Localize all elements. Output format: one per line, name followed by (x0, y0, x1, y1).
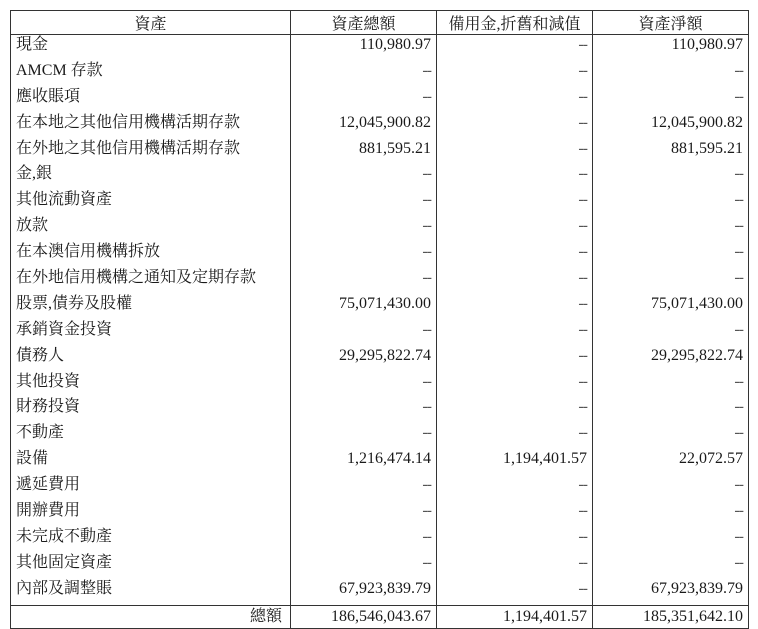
table-body (11, 35, 749, 606)
cell-reserve: -- (437, 35, 593, 61)
row-label: 放款 (11, 216, 291, 242)
cell-net-assets: -- (593, 61, 749, 87)
header-assets: 資產 (11, 11, 291, 35)
row-label: 開辦費用 (11, 501, 291, 527)
total-label: 總額 (11, 605, 291, 628)
cell-total-assets: 110,980.97 (291, 35, 437, 61)
cell-reserve: -- (437, 190, 593, 216)
row-label: AMCM 存款 (11, 61, 291, 87)
row-label: 應收賬項 (11, 87, 291, 113)
table-row (11, 579, 749, 605)
cell-net-assets: -- (593, 553, 749, 579)
cell-reserve: -- (437, 475, 593, 501)
total-reserve-sum: 1,194,401.57 (437, 605, 593, 628)
cell-total-assets: -- (291, 527, 437, 553)
row-label: 財務投資 (11, 397, 291, 423)
cell-reserve: -- (437, 113, 593, 139)
table-row (11, 475, 749, 501)
cell-net-assets: -- (593, 268, 749, 294)
cell-net-assets: 110,980.97 (593, 35, 749, 61)
table-row (11, 527, 749, 553)
cell-reserve: -- (437, 164, 593, 190)
cell-total-assets: -- (291, 475, 437, 501)
cell-total-assets: -- (291, 372, 437, 398)
header-row (11, 11, 749, 35)
table-row (11, 190, 749, 216)
cell-net-assets: -- (593, 475, 749, 501)
cell-total-assets: -- (291, 61, 437, 87)
table-row (11, 242, 749, 268)
table-row (11, 449, 749, 475)
table-row (11, 268, 749, 294)
row-label: 內部及調整賬 (11, 579, 291, 605)
table-footer (11, 605, 749, 628)
cell-reserve: -- (437, 216, 593, 242)
row-label: 債務人 (11, 346, 291, 372)
cell-net-assets: -- (593, 423, 749, 449)
row-label: 金,銀 (11, 164, 291, 190)
cell-reserve: -- (437, 242, 593, 268)
row-label: 在本澳信用機構拆放 (11, 242, 291, 268)
row-label: 股票,債券及股權 (11, 294, 291, 320)
table-row (11, 501, 749, 527)
row-label: 其他固定資產 (11, 553, 291, 579)
cell-net-assets: 12,045,900.82 (593, 113, 749, 139)
cell-reserve: -- (437, 553, 593, 579)
table-row (11, 35, 749, 61)
row-label: 其他流動資產 (11, 190, 291, 216)
table-row (11, 139, 749, 165)
cell-total-assets: -- (291, 501, 437, 527)
cell-net-assets: -- (593, 87, 749, 113)
row-label: 未完成不動產 (11, 527, 291, 553)
table-row (11, 87, 749, 113)
header-total-assets: 資產總額 (291, 11, 437, 35)
row-label: 在外地之其他信用機構活期存款 (11, 139, 291, 165)
table-row (11, 397, 749, 423)
cell-total-assets: -- (291, 553, 437, 579)
table-row (11, 346, 749, 372)
cell-reserve: -- (437, 87, 593, 113)
table-row (11, 320, 749, 346)
cell-net-assets: -- (593, 397, 749, 423)
header-reserve-depreciation: 備用金,折舊和減值 (437, 11, 593, 35)
cell-reserve: -- (437, 320, 593, 346)
cell-net-assets: 67,923,839.79 (593, 579, 749, 605)
row-label: 設備 (11, 449, 291, 475)
total-assets-sum: 186,546,043.67 (291, 605, 437, 628)
table-row (11, 372, 749, 398)
cell-total-assets: -- (291, 397, 437, 423)
cell-reserve: -- (437, 268, 593, 294)
cell-total-assets: -- (291, 242, 437, 268)
row-label: 在外地信用機構之通知及定期存款 (11, 268, 291, 294)
total-net-sum: 185,351,642.10 (593, 605, 749, 628)
cell-net-assets: 29,295,822.74 (593, 346, 749, 372)
cell-total-assets: 1,216,474.14 (291, 449, 437, 475)
cell-reserve: -- (437, 294, 593, 320)
row-label: 承銷資金投資 (11, 320, 291, 346)
cell-reserve: 1,194,401.57 (437, 449, 593, 475)
cell-net-assets: -- (593, 242, 749, 268)
cell-reserve: -- (437, 527, 593, 553)
cell-net-assets: 881,595.21 (593, 139, 749, 165)
cell-net-assets: -- (593, 190, 749, 216)
cell-total-assets: 75,071,430.00 (291, 294, 437, 320)
cell-reserve: -- (437, 501, 593, 527)
cell-total-assets: 29,295,822.74 (291, 346, 437, 372)
cell-total-assets: -- (291, 268, 437, 294)
cell-net-assets: 22,072.57 (593, 449, 749, 475)
row-label: 遞延費用 (11, 475, 291, 501)
table-row (11, 294, 749, 320)
table-row (11, 164, 749, 190)
cell-net-assets: -- (593, 372, 749, 398)
cell-total-assets: 67,923,839.79 (291, 579, 437, 605)
cell-total-assets: -- (291, 190, 437, 216)
cell-reserve: -- (437, 61, 593, 87)
cell-net-assets: -- (593, 320, 749, 346)
cell-total-assets: -- (291, 164, 437, 190)
cell-reserve: -- (437, 579, 593, 605)
cell-reserve: -- (437, 372, 593, 398)
cell-net-assets: -- (593, 501, 749, 527)
cell-net-assets: 75,071,430.00 (593, 294, 749, 320)
cell-reserve: -- (437, 397, 593, 423)
table-header (11, 11, 749, 35)
table-row (11, 423, 749, 449)
row-label: 現金 (11, 35, 291, 61)
cell-net-assets: -- (593, 527, 749, 553)
row-label: 不動產 (11, 423, 291, 449)
cell-net-assets: -- (593, 216, 749, 242)
assets-table (10, 10, 749, 629)
cell-total-assets: -- (291, 320, 437, 346)
row-label: 在本地之其他信用機構活期存款 (11, 113, 291, 139)
row-label: 其他投資 (11, 372, 291, 398)
cell-reserve: -- (437, 423, 593, 449)
table-row (11, 216, 749, 242)
cell-reserve: -- (437, 346, 593, 372)
cell-reserve: -- (437, 139, 593, 165)
table-row (11, 553, 749, 579)
cell-total-assets: -- (291, 423, 437, 449)
table-row (11, 61, 749, 87)
cell-total-assets: -- (291, 87, 437, 113)
cell-total-assets: 12,045,900.82 (291, 113, 437, 139)
table-row (11, 113, 749, 139)
cell-total-assets: -- (291, 216, 437, 242)
header-net-assets: 資產淨額 (593, 11, 749, 35)
total-row (11, 605, 749, 628)
cell-total-assets: 881,595.21 (291, 139, 437, 165)
cell-net-assets: -- (593, 164, 749, 190)
